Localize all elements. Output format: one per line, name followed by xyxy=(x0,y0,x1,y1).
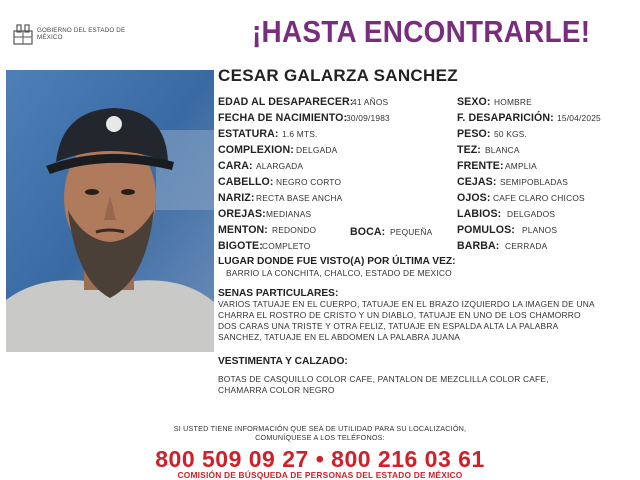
clothing-label: VESTIMENTA Y CALZADO: xyxy=(218,356,348,367)
lips-value: DELGADOS xyxy=(507,209,556,219)
state-emblem-icon xyxy=(12,22,34,46)
cheekbones-value: PLANOS xyxy=(522,225,558,235)
particular-signs-text xyxy=(218,299,595,343)
chin-value: REDONDO xyxy=(272,225,317,235)
beard-value: CERRADA xyxy=(505,241,548,251)
forehead-value: AMPLIA xyxy=(505,161,537,171)
last-seen-label: LUGAR DONDE FUE VISTO(A) POR ÚLTIMA VEZ: xyxy=(218,256,456,267)
particular-signs-line: CHARRA EL ROSTRO DE CRISTO Y UN DIABLO, TATUAJE EN UNO DE LOS CHAMORRO xyxy=(218,310,581,320)
ears-label: OREJAS: xyxy=(218,208,266,220)
headline: ¡HASTA ENCONTRARLE! xyxy=(252,14,591,49)
particular-signs-label: SENAS PARTICULARES: xyxy=(218,288,339,299)
government-logo xyxy=(12,20,132,50)
height-value: 1.6 MTS. xyxy=(282,129,318,139)
eyes-value: CAFE CLARO CHICOS xyxy=(493,193,585,203)
beard-label: BARBA: xyxy=(457,240,500,252)
commission-name: COMISIÓN DE BÚSQUEDA DE PERSONAS DEL ESTADO DE MÉXICO xyxy=(177,470,463,480)
chin-label: MENTON: xyxy=(218,224,268,236)
nose-value: RECTA BASE ANCHA xyxy=(256,193,343,203)
clothing-text xyxy=(218,374,549,396)
skin-value: BLANCA xyxy=(485,145,520,155)
hair-value: NEGRO CORTO xyxy=(276,177,342,187)
birth-date-label: FECHA DE NACIMIENTO: xyxy=(218,112,348,124)
last-seen-value: BARRIO LA CONCHITA, CHALCO, ESTADO DE MEXICO xyxy=(226,268,452,278)
info-note-line: COMUNÍQUESE A LOS TELÉFONOS: xyxy=(255,433,385,442)
info-note-line: SI USTED TIENE INFORMACIÓN QUE SEA DE UTILIDAD PARA SU LOCALIZACIÓN, xyxy=(173,424,467,433)
age-value: 41 AÑOS xyxy=(352,97,389,107)
mouth-label: BOCA: xyxy=(350,226,386,238)
face-value: ALARGADA xyxy=(256,161,304,171)
lips-label: LABIOS: xyxy=(457,208,502,220)
disappearance-date-label: F. DESAPARICIÓN: xyxy=(457,112,554,124)
government-logo-text: GOBIERNO DEL ESTADO DE MÉXICO xyxy=(37,27,126,41)
hair-label: CABELLO: xyxy=(218,176,274,188)
person-name: CESAR GALARZA SANCHEZ xyxy=(218,66,458,85)
eyebrows-label: CEJAS: xyxy=(457,176,497,188)
mustache-label: BIGOTE: xyxy=(218,240,263,252)
particular-signs-line: SANCHEZ, TATUAJE EN EL ABDOMEN LA PALABRA JUANA xyxy=(218,332,461,342)
sex-label: SEXO: xyxy=(457,96,491,108)
weight-value: 50 KGS. xyxy=(494,129,528,139)
info-note xyxy=(0,424,640,442)
phone-numbers: 800 509 09 27 • 800 216 03 61 xyxy=(155,446,485,472)
clothing-line: BOTAS DE CASQUILLO COLOR CAFE, PANTALON DE MEZCLILLA COLOR CAFE, xyxy=(218,374,549,384)
eyes-label: OJOS: xyxy=(457,192,491,204)
weight-label: PESO: xyxy=(457,128,491,140)
person-photo xyxy=(6,70,214,352)
eyebrows-value: SEMIPOBLADAS xyxy=(500,177,569,187)
sex-value: HOMBRE xyxy=(494,97,532,107)
clothing-line: CHAMARRA COLOR NEGRO xyxy=(218,385,335,395)
face-label: CARA: xyxy=(218,160,253,172)
particular-signs-line: DOS CARAS UNA TRISTE Y OTRA FELIZ, TATUAJE EN ESPALDA ALTA LA PALABRA xyxy=(218,321,559,331)
build-label: COMPLEXION: xyxy=(218,144,294,156)
ears-value: MEDIANAS xyxy=(266,209,312,219)
mustache-value: COMPLETO xyxy=(262,241,311,251)
disappearance-date-value: 15/04/2025 xyxy=(557,113,601,123)
nose-label: NARIZ: xyxy=(218,192,255,204)
forehead-label: FRENTE: xyxy=(457,160,504,172)
birth-date-value: 30/09/1983 xyxy=(346,113,390,123)
height-label: ESTATURA: xyxy=(218,128,279,140)
skin-label: TEZ: xyxy=(457,144,481,156)
mouth-value: PEQUEÑA xyxy=(390,227,433,237)
cheekbones-label: POMULOS: xyxy=(457,224,515,236)
build-value: DELGADA xyxy=(296,145,338,155)
age-label: EDAD AL DESAPARECER: xyxy=(218,96,354,108)
particular-signs-line: VARIOS TATUAJE EN EL CUERPO, TATUAJE EN EL BRAZO IZQUIERDO LA IMAGEN DE UNA xyxy=(218,299,595,309)
